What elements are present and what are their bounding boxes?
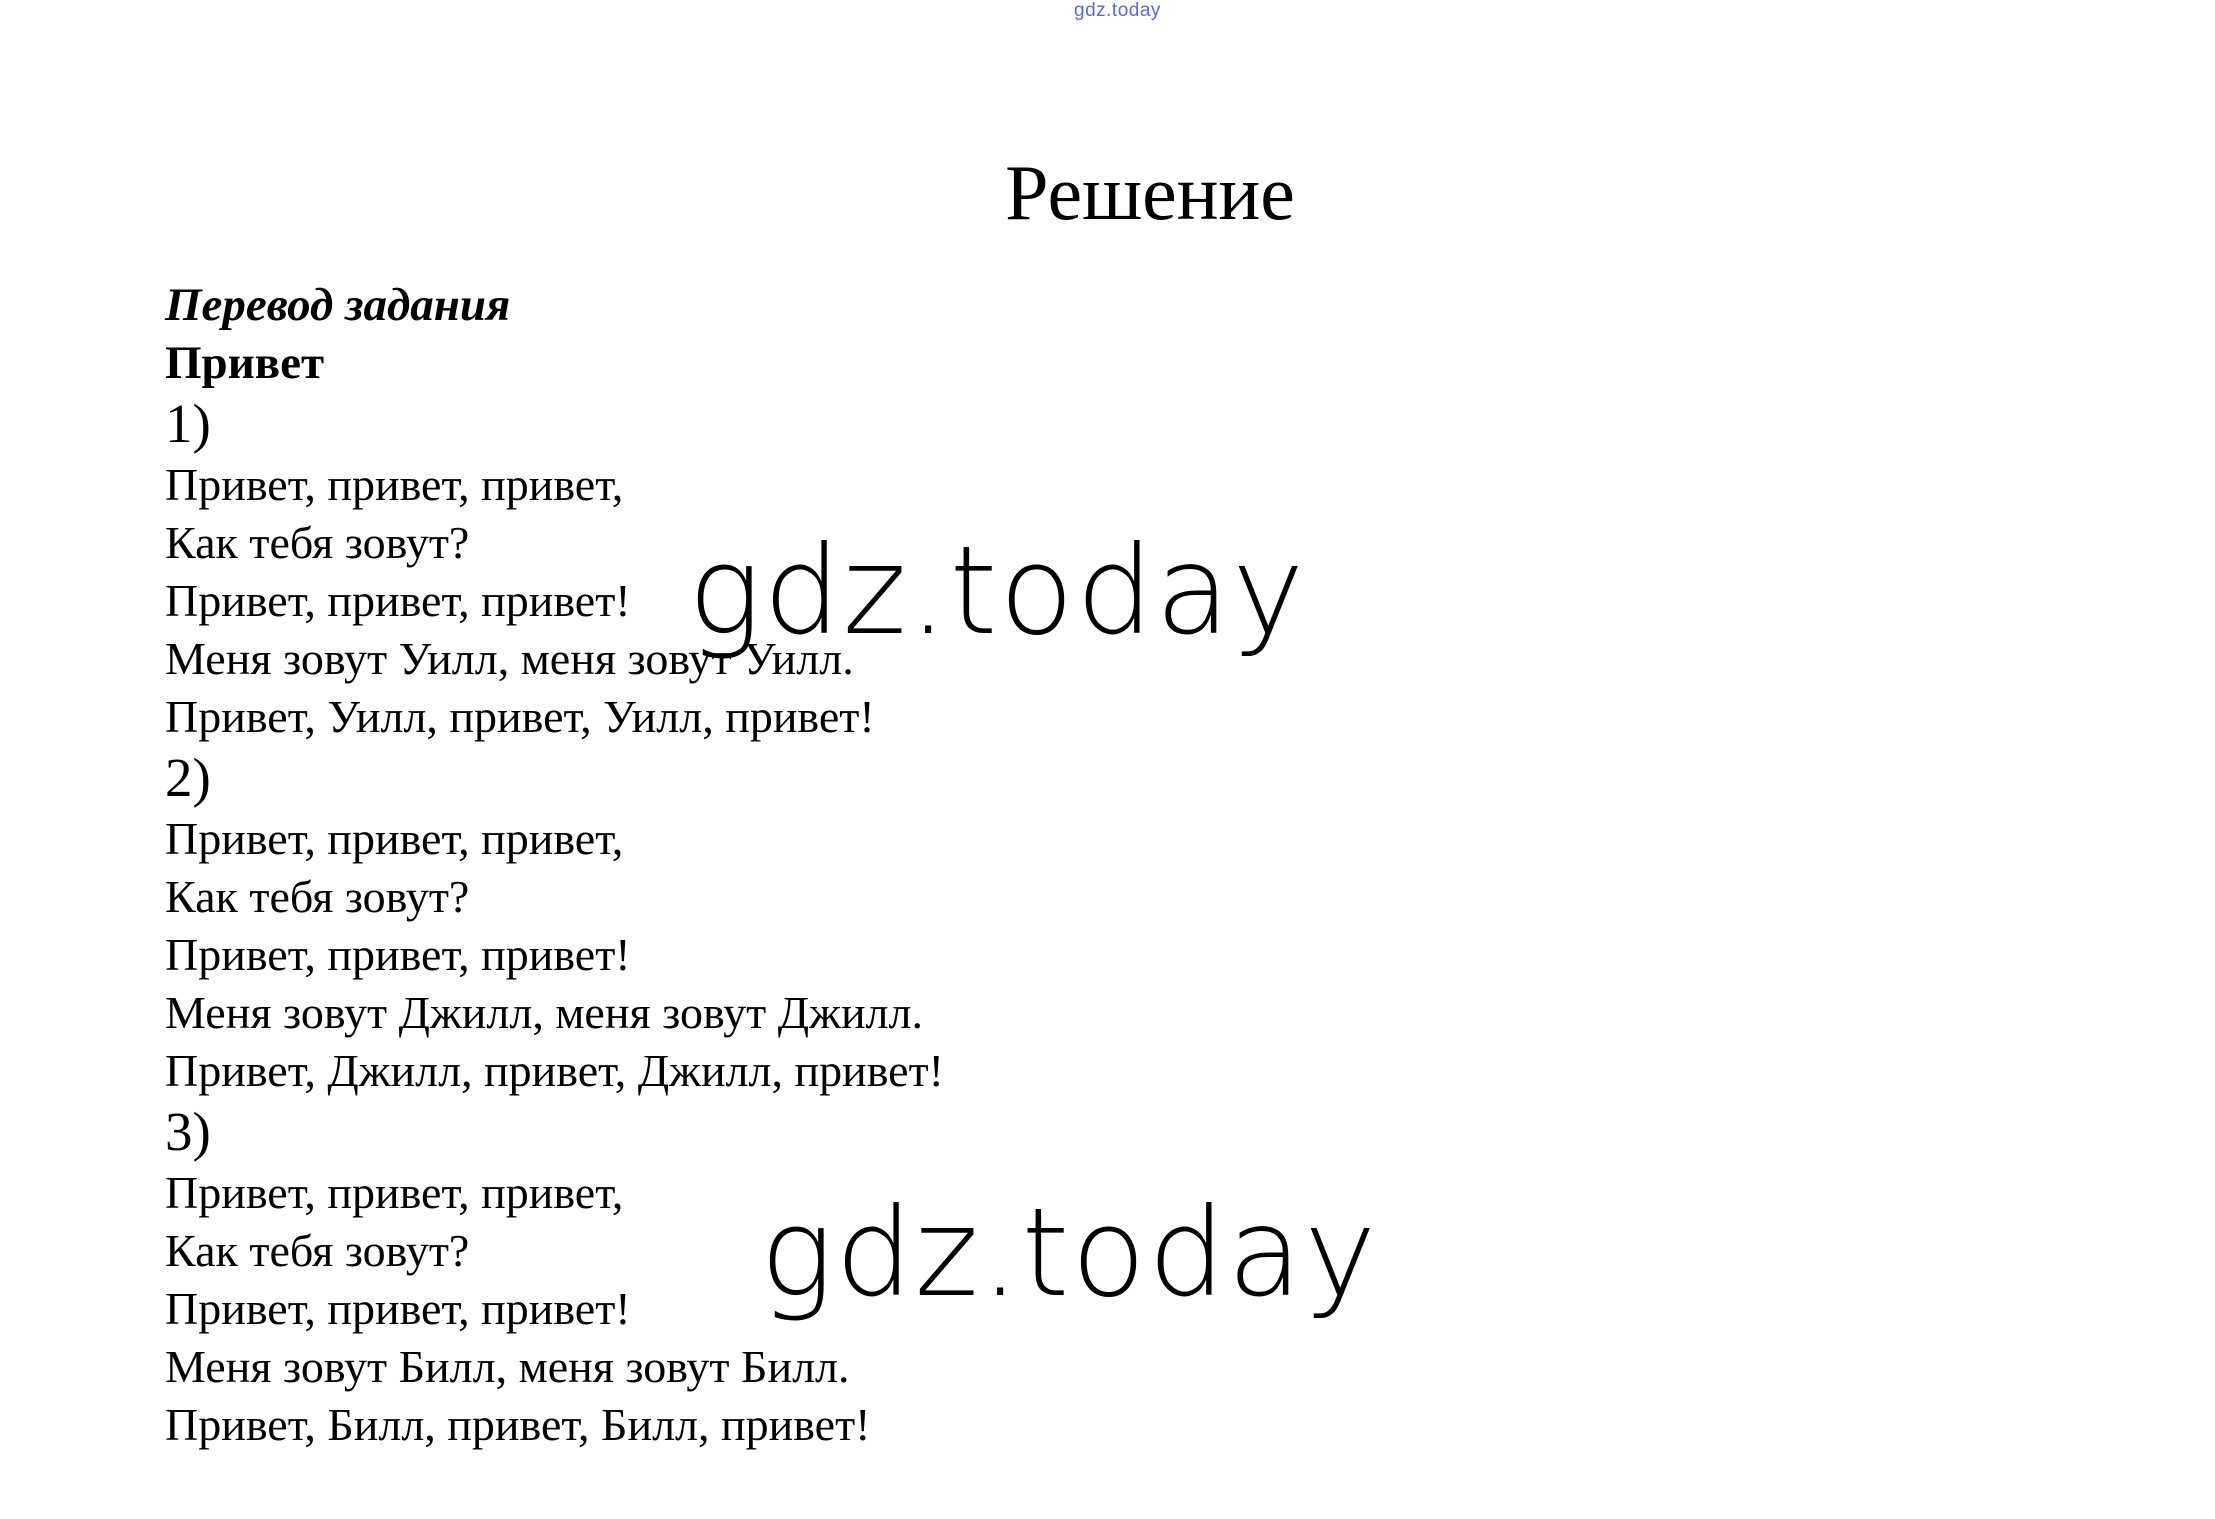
verse-line: Меня зовут Джилл, меня зовут Джилл.	[165, 987, 923, 1038]
verse-line: Как тебя зовут?	[165, 517, 470, 568]
verse-line: Привет, Джилл, привет, Джилл, привет!	[165, 1045, 944, 1096]
verse-line: Привет, привет, привет!	[165, 1283, 631, 1334]
site-link[interactable]: gdz.today	[1074, 0, 1161, 21]
translation-heading: Перевод задания	[165, 279, 511, 331]
verse-number: 2)	[165, 747, 211, 808]
verse-line: Привет, привет, привет,	[165, 813, 624, 864]
watermark: gdz.today	[760, 1182, 1379, 1324]
verse-line: Привет, Билл, привет, Билл, привет!	[165, 1399, 871, 1450]
verse-section-2	[165, 746, 944, 1100]
verse-number: 1)	[165, 393, 211, 454]
verse-line: Привет, привет, привет!	[165, 929, 631, 980]
song-title: Привет	[165, 337, 325, 389]
watermark: gdz.today	[688, 520, 1307, 662]
verse-line: Привет, Уилл, привет, Уилл, привет!	[165, 691, 875, 742]
page-title: Решение	[1005, 149, 1295, 236]
verse-line: Как тебя зовут?	[165, 871, 470, 922]
verse-line: Привет, привет, привет,	[165, 1167, 624, 1218]
verse-line: Привет, привет, привет,	[165, 459, 624, 510]
verse-line: Как тебя зовут?	[165, 1225, 470, 1276]
verse-line: Меня зовут Билл, меня зовут Билл.	[165, 1341, 850, 1392]
verse-line: Привет, привет, привет!	[165, 575, 631, 626]
verse-line: Меня зовут Уилл, меня зовут Уилл.	[165, 633, 854, 684]
verse-number: 3)	[165, 1101, 211, 1162]
